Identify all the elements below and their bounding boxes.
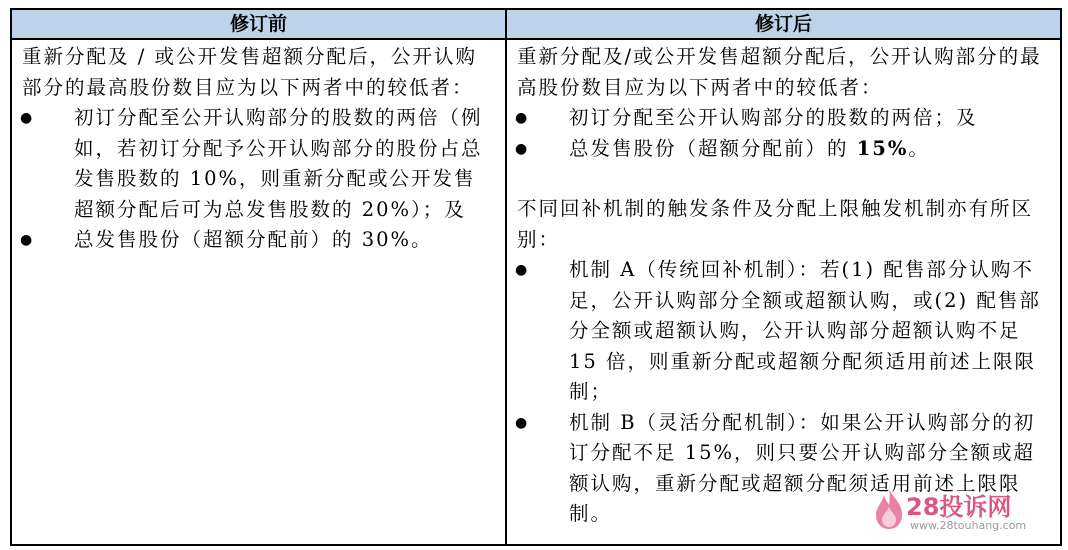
after-bullet-bold-value: 15% <box>856 136 909 160</box>
header-row <box>11 9 1061 39</box>
bullet-icon: ● <box>515 140 530 157</box>
bullet-icon: ● <box>515 414 530 431</box>
list-item <box>22 103 497 225</box>
after-para2: 不同回补机制的触发条件及分配上限触发机制亦有所区别： <box>517 197 1034 251</box>
list-item <box>517 134 1052 165</box>
mechanism-b-text: 机制 B（灵活分配机制）：如果公开认购部分的初订分配不足 15%，则只要公开认购部分全额或超额认购，重新分配或超额分配须适用前述上限限制。 <box>569 410 1036 525</box>
bullet-icon: ● <box>20 110 35 126</box>
after-cell <box>506 39 1061 545</box>
bullet-icon: ● <box>515 262 530 278</box>
bullet-icon: ● <box>515 110 530 126</box>
spacer <box>517 164 1052 194</box>
header-before: 修订前 <box>11 9 506 39</box>
content-row <box>11 39 1061 545</box>
after-bullet-text: 初订分配至公开认购部分的股数的两倍；及 <box>569 106 978 129</box>
after-bullet-text-prefix: 总发售股份（超额分配前）的 <box>569 136 857 160</box>
before-intro: 重新分配及 / 或公开发售超额分配后，公开认购部分的最高股份数目应为以下两者中的较低者： <box>22 45 477 99</box>
comparison-table <box>10 8 1062 546</box>
after-bullet-text-suffix: 。 <box>908 136 930 160</box>
watermark-url: www.28touhang.com <box>910 519 1027 532</box>
before-bullet-text: 总发售股份（超额分配前）的 30%。 <box>74 228 433 251</box>
before-bullet-text: 初订分配至公开认购部分的股数的两倍（例如，若初订分配予公开认购部分的股份占总发售股数的 10%，则重新分配或公开发售超额分配后可为总发售股数的 20%）；及 <box>74 106 483 221</box>
watermark-text: 28投诉网 <box>906 493 1012 521</box>
watermark <box>872 485 1062 545</box>
header-after: 修订后 <box>506 9 1061 39</box>
after-bullet-list-1 <box>517 103 1052 164</box>
before-bullet-list <box>22 103 497 256</box>
before-cell <box>11 39 506 545</box>
bullet-icon: ● <box>20 232 35 248</box>
list-item <box>517 103 1052 134</box>
flame-logo-icon <box>872 487 906 531</box>
after-intro: 重新分配及/或公开发售超额分配后，公开认购部分的最高股份数目应为以下两者中的较低者： <box>517 45 1042 99</box>
list-item <box>517 255 1052 408</box>
mechanism-a-text: 机制 A（传统回补机制）：若(1) 配售部分认购不足，公开认购部分全额或超额认购，或(2) 配售部分全额或超额认购，公开认购部分超额认购不足 15 倍，则重新分配或超额分配须适用前述上限限制； <box>569 258 1041 403</box>
list-item <box>22 225 497 256</box>
